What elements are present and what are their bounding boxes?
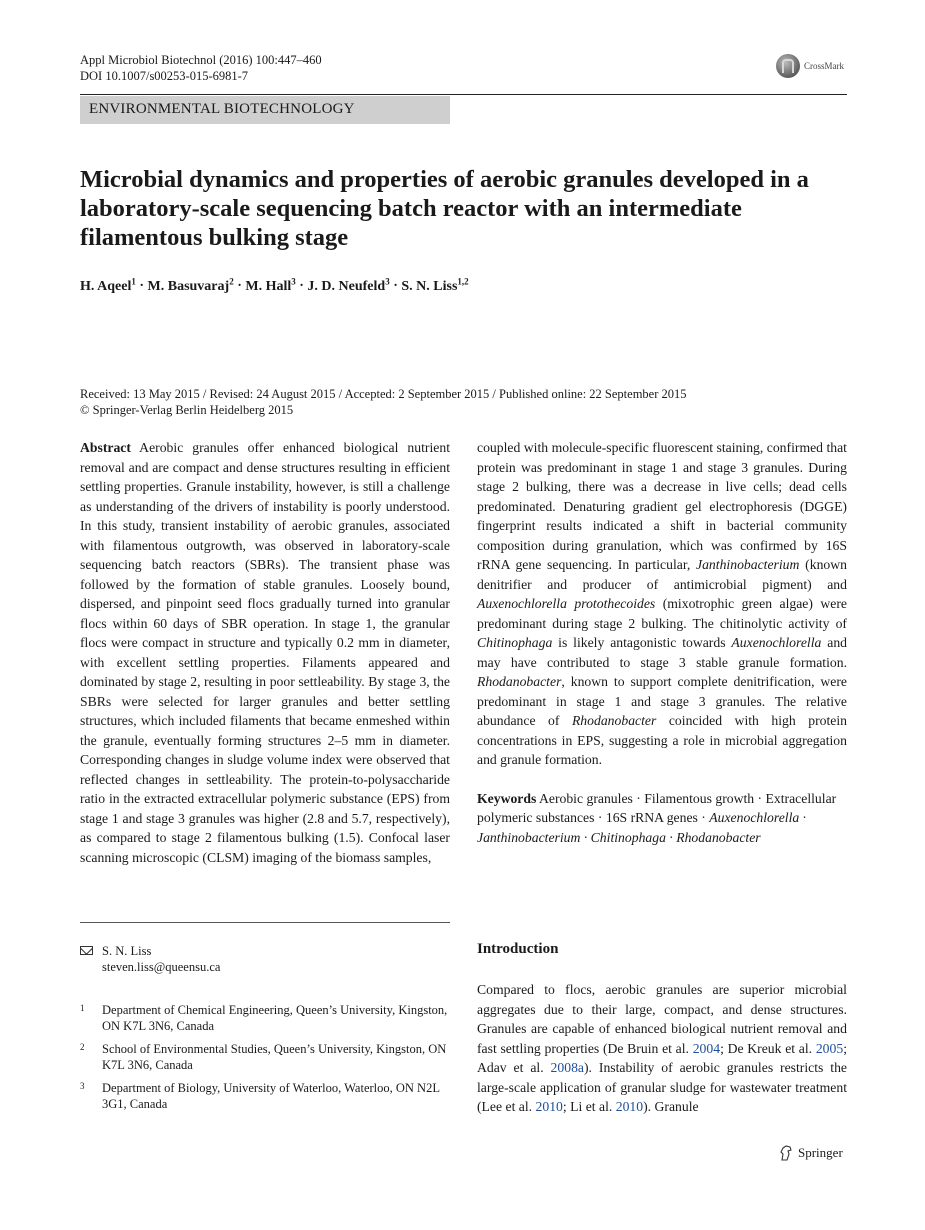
header-rule — [80, 94, 847, 95]
abstract-text-continued: coupled with molecule-specific fluorescent staining, confirmed that protein was predominant in stage 1 and stage 3 granules. During stage 2 bulking, there was a decrease in live cells; dead cells predominated. Denaturing gradient gel electrophoresis (DGGE) fingerprint results indicated a shift in bacterial community composition during granulation, which was confirmed by 16S rRNA gene sequencing. In particular, — [477, 440, 847, 572]
publisher-name: Springer — [798, 1145, 843, 1160]
citation-link[interactable]: 2005 — [815, 1040, 844, 1056]
affiliation: 3 Department of Biology, University of Waterloo, Waterloo, ON N2L 3G1, Canada — [80, 1081, 440, 1111]
citation-link[interactable]: 2010 — [615, 1099, 644, 1114]
author[interactable]: H. Aqeel$^1$ — [80, 276, 136, 294]
keywords-list: Aerobic granules · Filamentous growth · Extracellular polymeric substances · 16S rRNA genes · — [477, 790, 837, 825]
abstract-column-left — [80, 438, 450, 867]
email-link[interactable]: steven.liss@queensu.ca — [102, 960, 221, 974]
publisher-logo — [779, 1145, 843, 1161]
author[interactable]: S. N. Liss$^{1,2}$ — [401, 276, 469, 294]
footnote-rule — [80, 922, 450, 923]
publication-dates — [80, 386, 687, 418]
copyright-line: © Springer-Verlag Berlin Heidelberg 2015 — [80, 403, 294, 417]
article-title: Microbial dynamics and properties of aerobic granules developed in a laboratory-scale sequencing batch reactor with an intermediate filamentous bulking stage — [80, 166, 809, 251]
abstract-continuation: coupled with molecule-specific fluorescent staining, confirmed that protein was predominant in stage 1 and stage 3 granules. During stage 2 bulking, there was a decrease in live cells; dead cells predominated. Denaturing gradient gel electrophoresis (DGGE) fingerprint results indicated a shift in bacterial community composition during granulation, which was confirmed by 16S rRNA gene sequencing. In particular, Janthinobacterium (known denitrifier and producer of antimicrobial pigment) and Auxenochlorella protothecoides (mixotrophic green algae) were predominant during stage 2 bulking. The chitinolytic activity of Chitinophaga is likely antagonistic towards Auxenochlorella and may have contributed to stage 3 stable granule formation. Rhodanobacter, known to support complete denitrification, were predominant in stage 1 and stage 3 granules. The relative abundance of Rhodanobacter coincided with high protein concentrations in EPS, suggesting a role in microbial aggregation and granule formation. — [477, 440, 848, 767]
affiliation: 2 School of Environmental Studies, Queen’s University, Kingston, ON K7L 3N6, Canada — [80, 1042, 447, 1072]
springer-horse-icon — [779, 1145, 793, 1161]
journal-citation — [80, 52, 322, 84]
citation-link[interactable]: 2004 — [692, 1040, 721, 1056]
introduction-text: Compared to flocs, aerobic granules are superior microbial aggregates due to their large, compact, and dense structures. Granules are capable of enhanced biological nutrient removal and fast settling properties (De Bruin et al. 2004; De Kreuk et al. 2005; Adav et al. 2008a). Instability of aerobic granules restricts the large-scale application of granular sludge for wastewater treatment (Lee et al. 2010; Li et al. 2010). Granule — [477, 982, 847, 1114]
keywords — [477, 789, 847, 848]
author[interactable]: J. D. Neufeld$^3$ — [307, 276, 390, 294]
crossmark-badge[interactable] — [776, 54, 844, 78]
citation-link[interactable]: 2010 — [535, 1099, 563, 1114]
corresponding-author: S. N. Liss — [102, 944, 152, 958]
author-list: H. Aqeel$^1$ · M. Basuvaraj$^2$ · M. Hall$^3$ · J. D. Neufeld$^3$ · S. N. Liss$^{1,2}$ — [80, 276, 469, 294]
correspondence — [80, 943, 220, 975]
citation-link[interactable]: 2008a — [550, 1060, 584, 1075]
author[interactable]: M. Hall$^3$ — [245, 276, 296, 294]
envelope-icon — [80, 946, 93, 955]
doi-line[interactable]: DOI 10.1007/s00253-015-6981-7 — [80, 69, 249, 83]
crossmark-icon — [776, 54, 800, 78]
abstract-label: Abstract — [80, 440, 131, 455]
keywords-label: Keywords — [477, 790, 537, 806]
abstract-column-right — [477, 438, 847, 847]
crossmark-label: CrossMark — [804, 61, 844, 71]
section-label: ENVIRONMENTAL BIOTECHNOLOGY — [80, 96, 450, 124]
journal-line: Appl Microbiol Biotechnol (2016) 100:447–460 — [80, 53, 322, 67]
keywords-taxa: Auxenochlorella · Janthinobacterium · Chitinophaga · Rhodanobacter — [477, 810, 807, 845]
history-line: Received: 13 May 2015 / Revised: 24 August 2015 / Accepted: 2 September 2015 / Published online: 22 September 2015 — [80, 387, 687, 401]
abstract-text: Aerobic granules offer enhanced biological nutrient removal and are compact and dense structures resulting in efficient settling properties. Granule instability, however, is still a challenge as understanding of the drivers of instability is poorly understood. In this study, transient instability of aerobic granules, associated with filamentous outgrowth, was observed in laboratory-scale sequencing batch reactors (SBRs). The transient phase was followed by the formation of stable granules. Loosely bound, dispersed, and pinpoint seed flocs gradually turned into granular flocs within 60 days of SBR operation. In stage 1, the granular flocs were compact in structure and typically 0.2 mm in diameter, with excellent settling properties. Filaments appeared and dominated by stage 2, resulting in poor settleability. By stage 3, the SBRs were selected for larger granules and better settling structures, which included filaments that became enmeshed within the granule, eventually forming structures 2–5 mm in diameter. Corresponding changes in sludge volume index were observed that reflected changes in settleability. The protein-to-polysaccharide ratio in the extracted extracellular polymeric substance (EPS) from stage 1 and stage 3 granules was higher (2.8 and 5.7, respectively), as compared to stage 2 filamentous bulking (1.5). Confocal laser scanning microscopic (CLSM) imaging of the biomass samples, — [80, 440, 450, 865]
section-heading-introduction: Introduction — [477, 941, 559, 957]
affiliation: 1 Department of Chemical Engineering, Queen’s University, Kingston, ON K7L 3N6, Canada — [80, 1003, 448, 1033]
author[interactable]: M. Basuvaraj$^2$ — [147, 276, 234, 294]
